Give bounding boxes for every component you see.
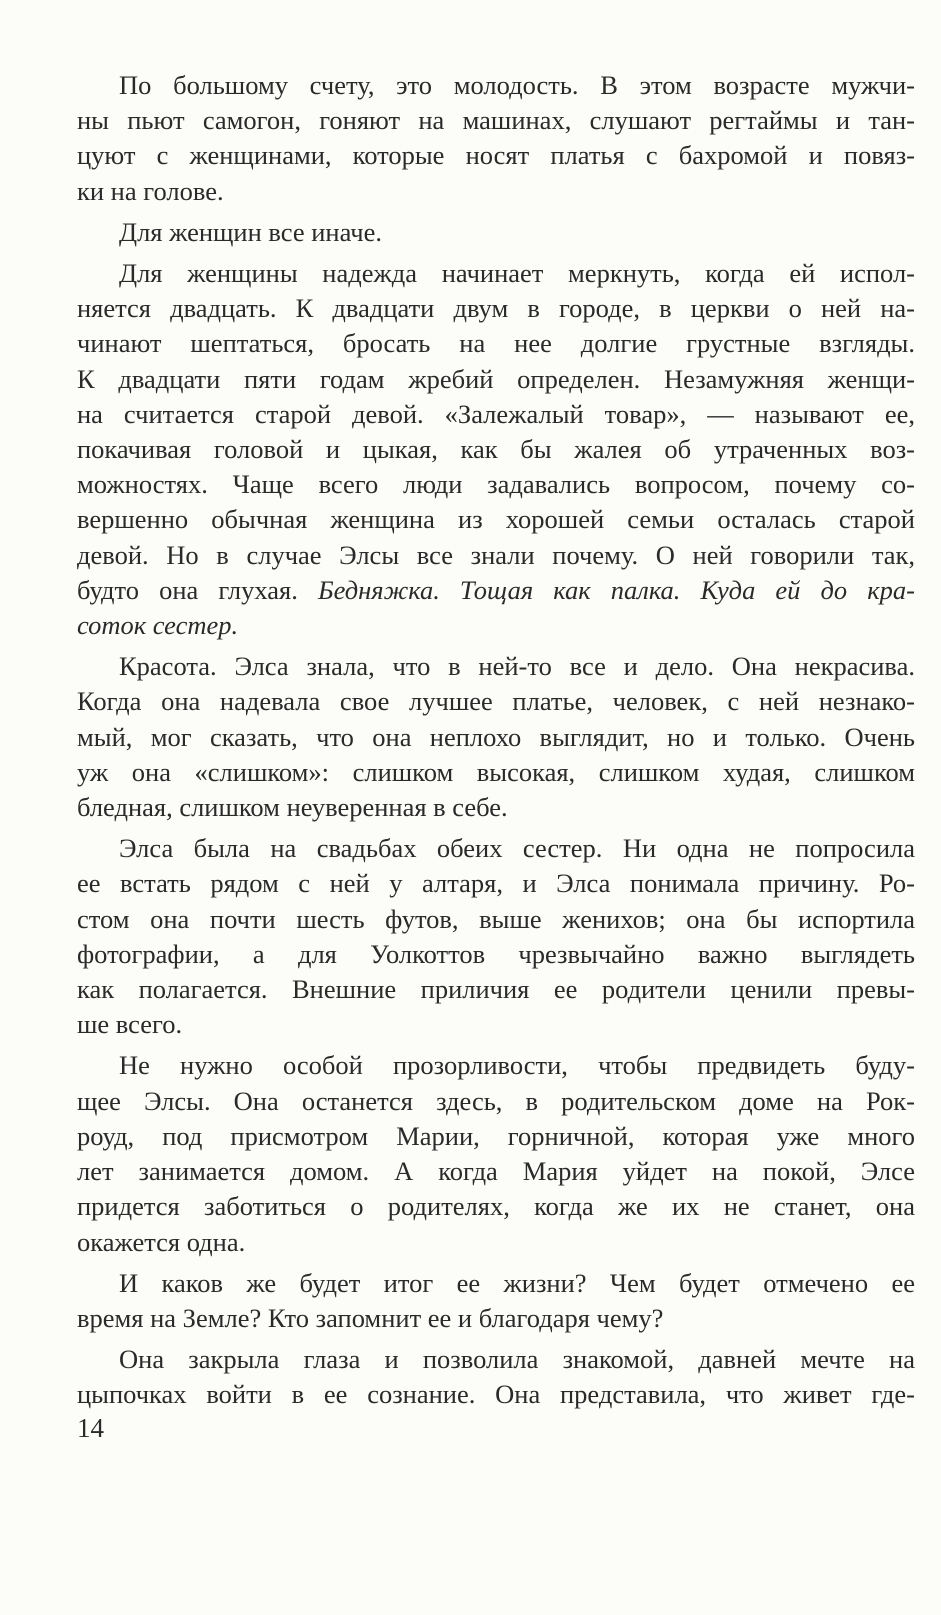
text-line: цуют с женщинами, которые носят платья с бахромой и повяз- (77, 140, 915, 171)
text-line: няется двадцать. К двадцати двум в городе, в церкви о ней на- (77, 293, 915, 324)
text-line: Красота. Элса знала, что в ней-то все и дело. Она некрасива. (119, 651, 915, 682)
text-line: Элса была на свадьбах обеих сестер. Ни одна не попросила (119, 833, 915, 864)
text-line: Для женщин все иначе. (119, 216, 383, 247)
text-line: Не нужно особой прозорливости, чтобы предвидеть буду- (119, 1050, 915, 1081)
text-line: девой. Но в случае Элсы все знали почему. О ней говорили так, (77, 539, 915, 570)
text-line: время на Земле? Кто запомнит ее и благодаря чему? (77, 1302, 664, 1333)
body-text (77, 68, 915, 1419)
text-line: Для женщины надежда начинает меркнуть, когда ей испол- (119, 258, 915, 289)
text-line: Она закрыла глаза и позволила знакомой, давней мечте на (119, 1344, 915, 1375)
paragraph (77, 1048, 915, 1259)
text-line: ки на голове. (77, 175, 224, 206)
text-line: И каков же будет итог ее жизни? Чем будет отмечено ее (119, 1267, 915, 1298)
text-line: как полагается. Внешние приличия ее родители ценили превы- (77, 974, 915, 1005)
paragraph (77, 256, 915, 643)
paragraph (77, 831, 915, 1042)
text-line: По большому счету, это молодость. В этом возрасте мужчи- (119, 70, 915, 100)
paragraph (77, 68, 915, 209)
text-line: ны пьют самогон, гоняют на машинах, слушают регтаймы и тан- (77, 105, 915, 136)
italic-text: соток сестер. (77, 610, 239, 641)
text-line: окажется одна. (77, 1226, 246, 1257)
text-line: можностях. Чаще всего люди задавались вопросом, почему со- (77, 469, 915, 500)
text-line: Когда она надевала свое лучшее платье, человек, с ней незнако- (77, 686, 915, 717)
text-line: уж она «слишком»: слишком высокая, слишком худая, слишком (77, 756, 915, 787)
text-line: роуд, под присмотром Марии, горничной, которая уже много (77, 1120, 915, 1151)
text-line: придется заботиться о родителях, когда же их не станет, она (77, 1191, 915, 1222)
text-line: покачивая головой и цыкая, как бы жалея об утраченных воз- (77, 434, 915, 465)
text-line: ее встать рядом с ней у алтаря, и Элса понимала причину. Ро- (77, 868, 915, 899)
text-line: стом она почти шесть футов, выше женихов; она бы испортила (77, 903, 915, 934)
text-line: К двадцати пяти годам жребий определен. Незамужняя женщи- (77, 363, 915, 394)
text-line: на считается старой девой. «Залежалый товар», — называют ее, (77, 398, 915, 429)
text-line: цыпочках войти в ее сознание. Она представила, что живет где- (77, 1379, 915, 1410)
paragraph (77, 649, 915, 825)
text-line: бледная, слишком неуверенная в себе. (77, 792, 508, 823)
page-number: 14 (77, 1413, 104, 1443)
text-line: щее Элсы. Она останется здесь, в родительском доме на Рок- (77, 1085, 915, 1116)
paragraph (77, 1342, 915, 1412)
italic-text: Бедняжка. Тощая как палка. Куда ей до кра- (297, 574, 915, 605)
text-fragment: будто она глухая. (77, 574, 298, 605)
text-line: мый, мог сказать, что она неплохо выглядит, но и только. Очень (77, 721, 915, 752)
text-line: вершенно обычная женщина из хорошей семьи осталась старой (77, 504, 915, 535)
paragraph (77, 215, 915, 250)
text-line: ше всего. (77, 1009, 183, 1040)
text-line (77, 608, 915, 643)
text-line: чинают шептаться, бросать на нее долгие грустные взгляды. (77, 328, 915, 359)
text-line: лет занимается домом. А когда Мария уйдет на покой, Элсе (77, 1156, 915, 1187)
text-line: фотографии, а для Уолкоттов чрезвычайно важно выглядеть (77, 938, 915, 969)
paragraph (77, 1266, 915, 1336)
text-line (77, 573, 915, 608)
